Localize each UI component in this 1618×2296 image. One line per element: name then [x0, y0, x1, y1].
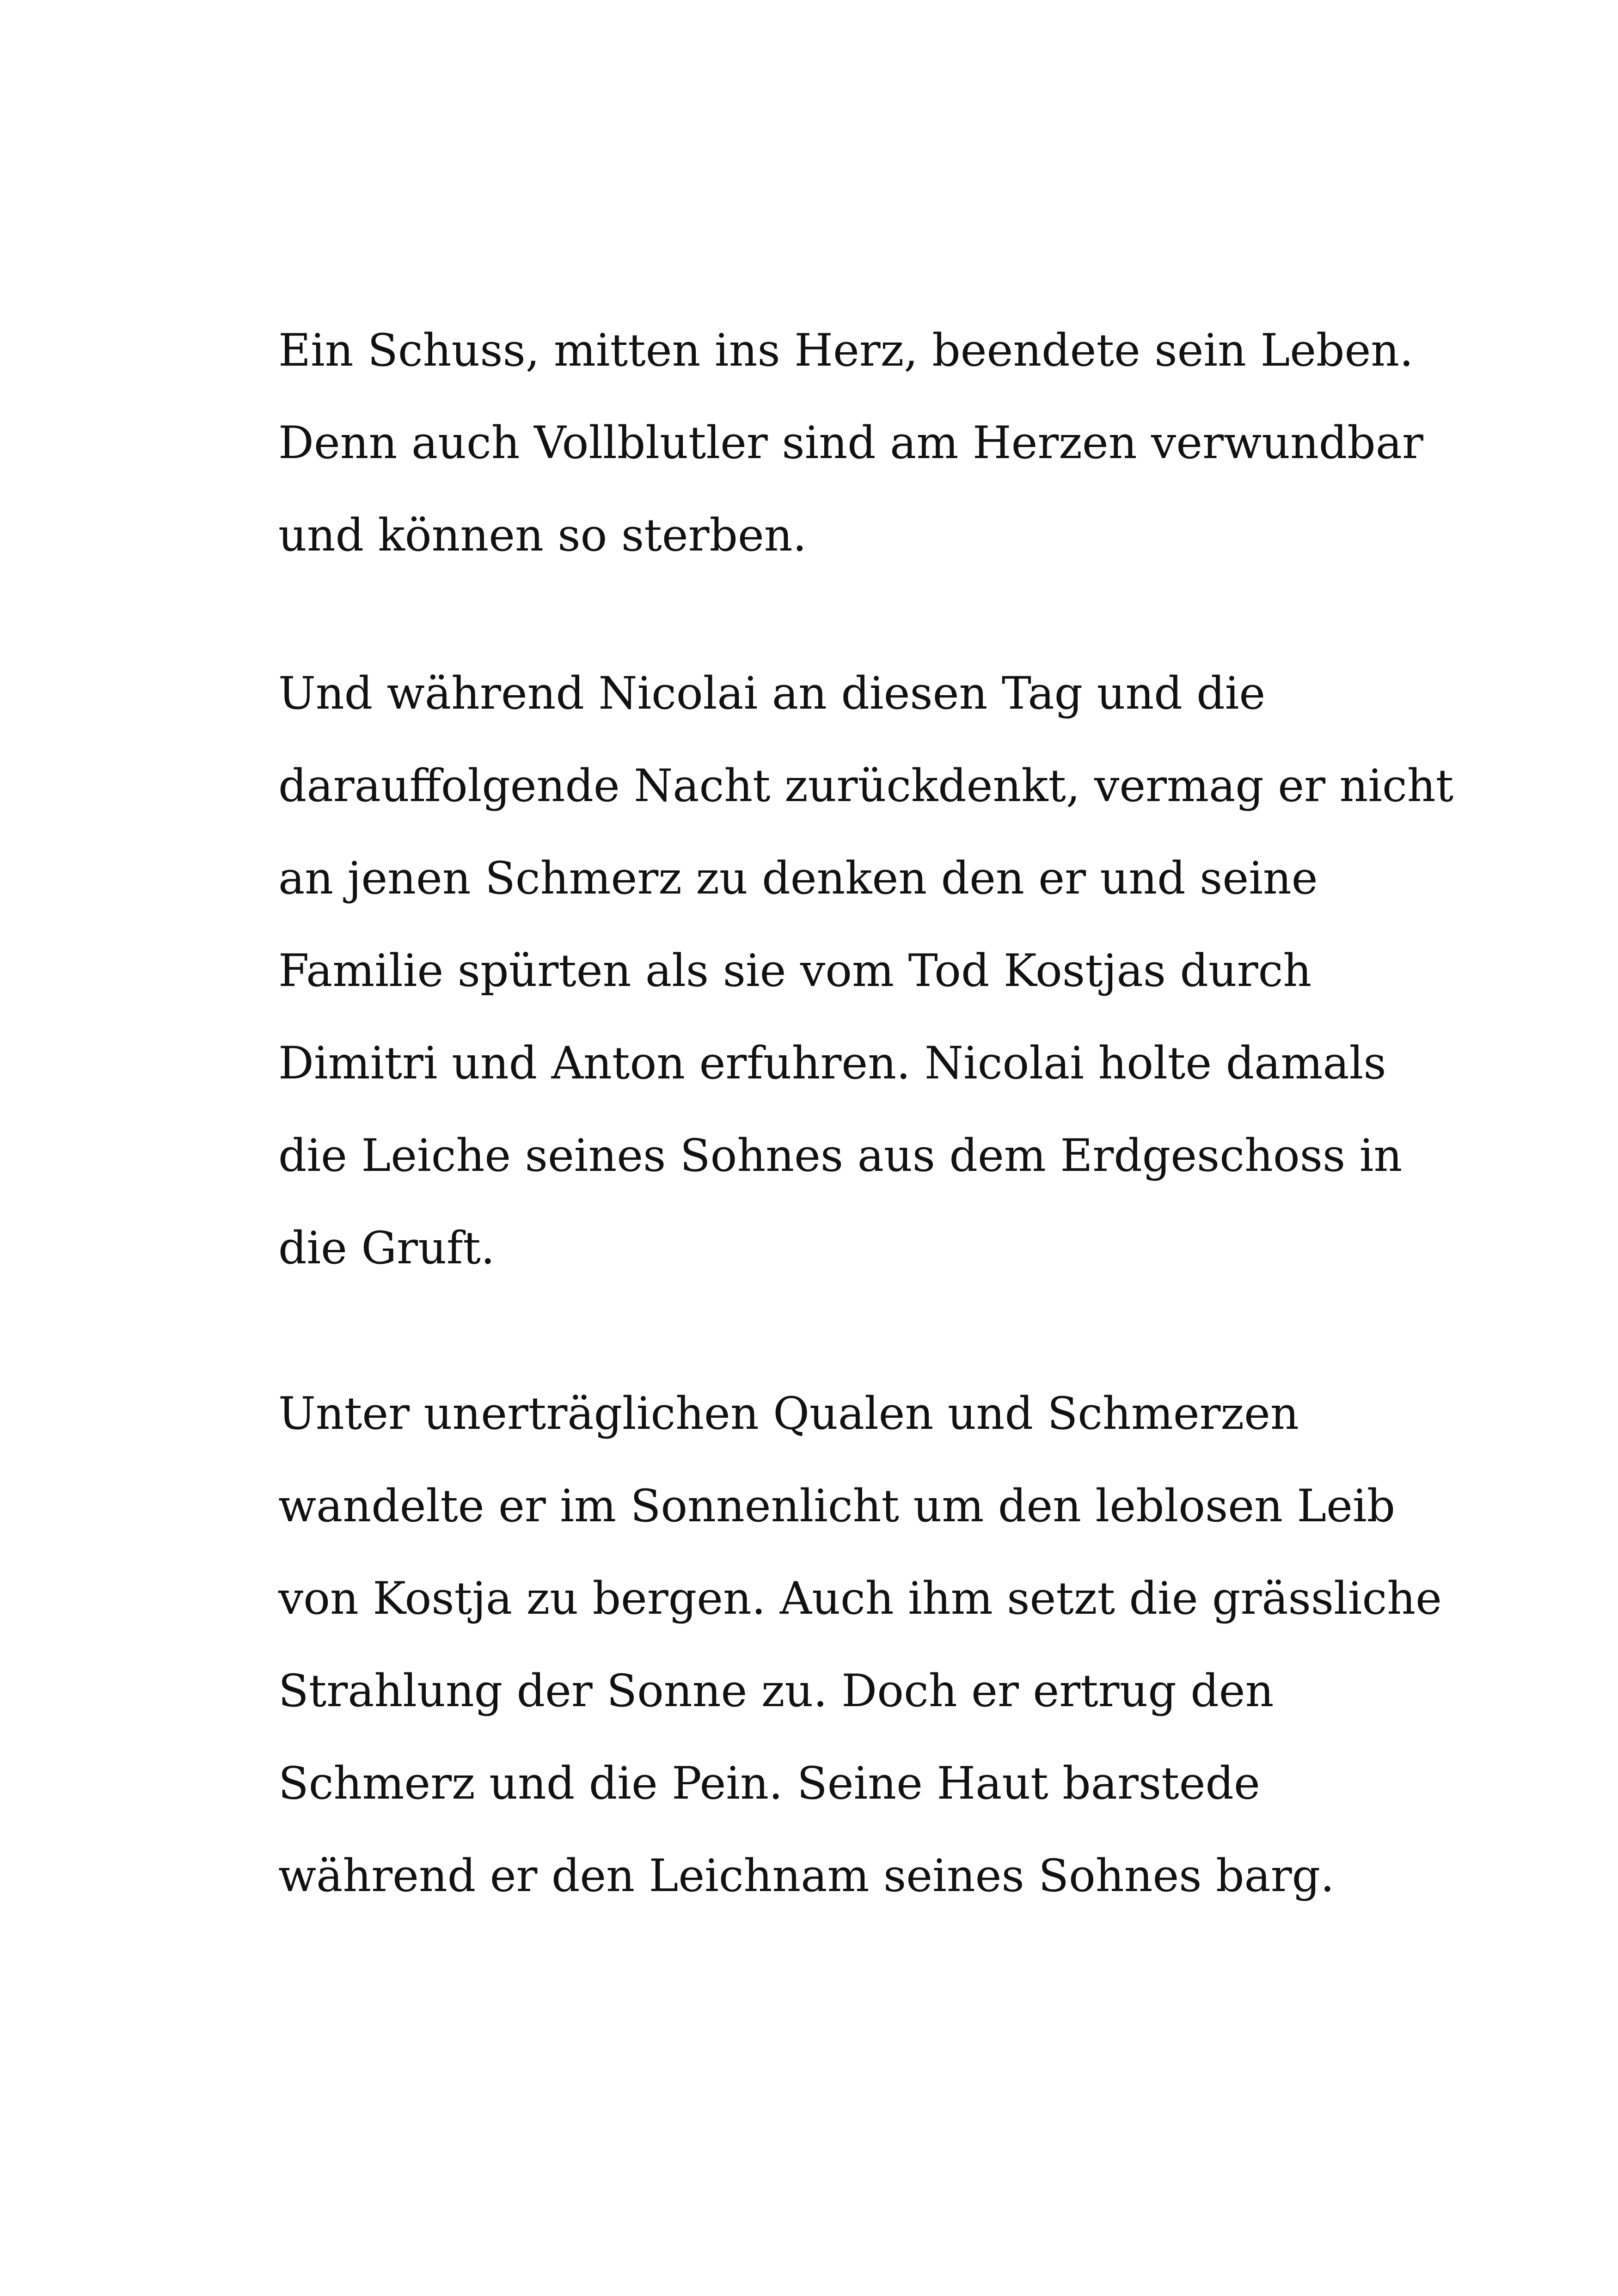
text-line: Schmerz und die Pein. Seine Haut barstede — [278, 1757, 1260, 1809]
text-line: Unter unerträglichen Qualen und Schmerzen — [278, 1388, 1299, 1439]
paragraph-3 — [278, 1367, 1442, 1922]
text-line: die Gruft. — [278, 1222, 495, 1274]
text-line: und können so sterben. — [278, 509, 807, 561]
text-line: Dimitri und Anton erfuhren. Nicolai holte damals — [278, 1037, 1386, 1089]
text-line: Familie spürten als sie vom Tod Kostjas durch — [278, 945, 1312, 997]
text-line: Strahlung der Sonne zu. Doch er ertrug den — [278, 1665, 1274, 1717]
paragraph-2 — [278, 647, 1454, 1294]
text-line: an jenen Schmerz zu denken den er und seine — [278, 852, 1318, 904]
text-line: Und während Nicolai an diesen Tag und die — [278, 667, 1266, 719]
text-line: während er den Leichnam seines Sohnes barg. — [278, 1850, 1335, 1902]
text-line: wandelte er im Sonnenlicht um den leblosen Leib — [278, 1480, 1396, 1532]
paragraph-1 — [278, 304, 1423, 582]
text-line: die Leiche seines Sohnes aus dem Erdgeschoss in — [278, 1130, 1403, 1182]
text-line: Denn auch Vollblutler sind am Herzen verwundbar — [278, 417, 1423, 469]
text-line: von Kostja zu bergen. Auch ihm setzt die grässliche — [278, 1573, 1442, 1624]
text-line: darauffolgende Nacht zurückdenkt, vermag er nicht — [278, 760, 1454, 812]
text-line: Ein Schuss, mitten ins Herz, beendete sein Leben. — [278, 325, 1414, 376]
